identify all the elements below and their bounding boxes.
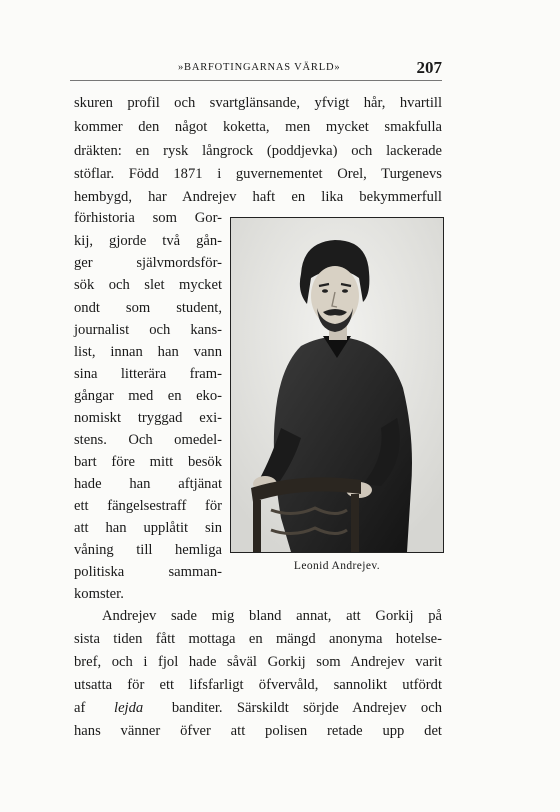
- figure-caption: Leonid Andrejev.: [293, 560, 381, 572]
- portrait-photo: [230, 217, 444, 553]
- body-line: bart före mitt besök: [74, 454, 222, 470]
- body-line-mixed: [74, 697, 442, 719]
- body-line: gångar med en eko-: [74, 388, 222, 404]
- body-line: stens. Och omedel-: [74, 432, 222, 448]
- word-lejda-italic: lejda: [114, 700, 144, 716]
- body-line: hans vänner öfver att polisen retade upp det: [74, 723, 442, 739]
- body-line: sista tiden fått mottaga en mängd anonyma hotelse-: [74, 631, 442, 647]
- body-line: ett fängelsestraff för: [74, 498, 222, 514]
- body-line: utsatta för ett lifsfarligt öfvervåld, sannolikt utfördt: [74, 677, 442, 693]
- line-remainder: banditer. Särskildt sörjde Andrejev och: [171, 700, 442, 716]
- body-line: sina litterära fram-: [74, 366, 222, 382]
- body-line: bref, och i fjol hade såväl Gorkij som Andrejev varit: [74, 654, 442, 670]
- body-line: Andrejev sade mig bland annat, att Gorkij på: [102, 608, 442, 624]
- portrait-illustration: [231, 218, 443, 552]
- body-line: sök och slet mycket: [74, 277, 222, 293]
- page-number: 207: [416, 58, 442, 77]
- body-line: kij, gjorde två gån-: [74, 233, 222, 249]
- running-head: [70, 58, 442, 80]
- body-line: stöflar. Född 1871 i guvernementet Orel, Turgenevs: [74, 166, 442, 182]
- body-line: politiska samman-: [74, 564, 222, 580]
- body-line: komster.: [74, 586, 124, 602]
- body-line: kommer den något koketta, men mycket smakfulla: [74, 119, 442, 135]
- body-line: våning till hemliga: [74, 542, 222, 558]
- body-line: ger självmordsför-: [74, 255, 222, 271]
- word-af: af: [74, 700, 86, 716]
- body-line: förhistoria som Gor-: [74, 210, 222, 226]
- body-line: hade han aftjänat: [74, 476, 222, 492]
- body-line: list, innan han vann: [74, 344, 222, 360]
- header-rule: [70, 80, 442, 81]
- body-line: ondt som student,: [74, 300, 222, 316]
- body-line: dräkten: en rysk långrock (poddjevka) och lackerade: [74, 143, 442, 159]
- body-line: journalist och kans-: [74, 322, 222, 338]
- body-line: att han upplåtit sin: [74, 520, 222, 536]
- running-title: »BARFOTINGARNAS VÄRLD»: [178, 62, 341, 73]
- body-line: nomiskt tryggad exi-: [74, 410, 222, 426]
- body-line: hembygd, har Andrejev haft en lika bekymmerfull: [74, 189, 442, 205]
- body-line: skuren profil och svartglänsande, yfvigt hår, hvartill: [74, 95, 442, 111]
